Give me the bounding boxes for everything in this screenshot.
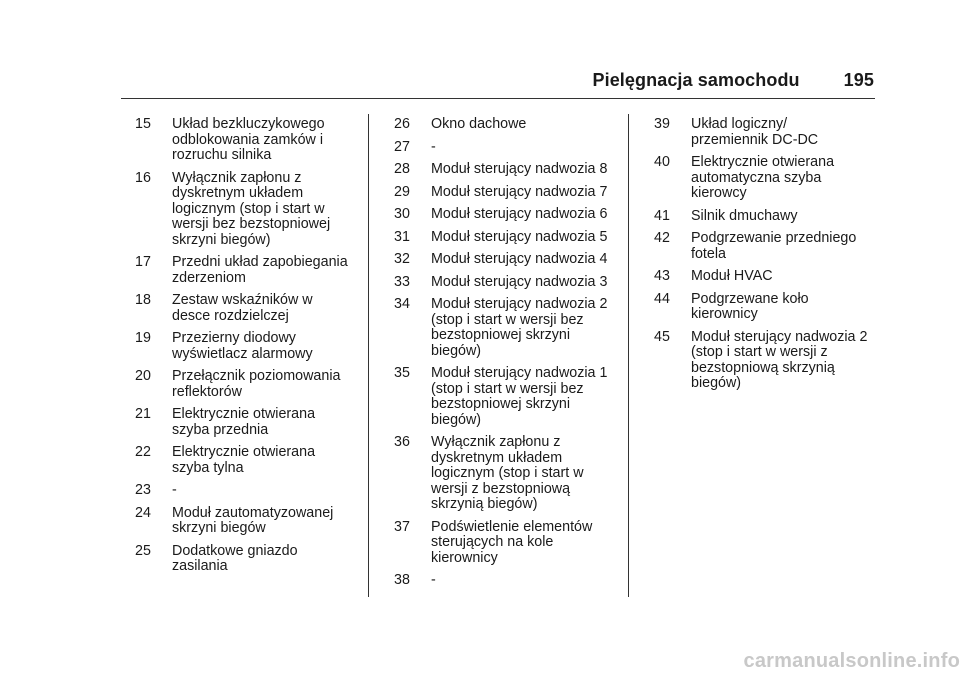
- fuse-number: 32: [394, 251, 410, 267]
- fuse-description: Moduł zautomatyzowanej skrzyni biegów: [172, 504, 334, 536]
- fuse-list-item: [394, 520, 634, 567]
- fuse-number: 24: [135, 504, 151, 521]
- fuse-number: 21: [135, 406, 151, 422]
- fuse-number: 27: [394, 138, 410, 155]
- fuse-number: 23: [135, 482, 151, 498]
- fuse-description: Podświetlenie elementów sterujących na kole kierownicy: [431, 518, 593, 566]
- fuse-description: Moduł sterujący nadwozia 5: [431, 228, 608, 245]
- fuse-number: 41: [654, 207, 670, 224]
- fuse-number: 17: [135, 254, 151, 270]
- fuse-description: Moduł sterujący nadwozia 4: [431, 251, 608, 267]
- fuse-list-item: [135, 331, 375, 362]
- fuse-number: 31: [394, 228, 410, 245]
- fuse-list-item: [135, 255, 375, 286]
- page-title: Pielęgnacja samochodu: [592, 70, 800, 90]
- fuse-number: 25: [135, 542, 151, 559]
- fuse-number: 22: [135, 444, 151, 460]
- fuse-description: Moduł sterujący nadwozia 6: [431, 206, 608, 222]
- fuse-description: -: [431, 572, 436, 588]
- fuse-number: 45: [654, 328, 670, 345]
- fuse-list-item: [654, 269, 876, 285]
- fuse-number: 26: [394, 116, 410, 132]
- fuse-list-item: [394, 140, 634, 156]
- fuse-description: Elektrycznie otwierana szyba tylna: [172, 444, 316, 476]
- fuse-description: Moduł HVAC: [691, 268, 773, 284]
- fuse-number: 16: [135, 169, 151, 186]
- fuse-description: -: [172, 482, 177, 498]
- fuse-number: 28: [394, 161, 410, 177]
- fuse-list-item: [135, 506, 375, 537]
- fuse-description: Wyłącznik zapłonu z dyskretnym układem logicznym (stop i start w wersji z bezstopniową skrzynią biegów): [431, 434, 584, 512]
- fuse-list-item: [654, 231, 876, 262]
- fuse-list-item: [135, 369, 375, 400]
- fuse-description: Moduł sterujący nadwozia 8: [431, 161, 608, 177]
- fuse-description: Dodatkowe gniazdo zasilania: [172, 542, 298, 574]
- fuse-list-item: [135, 293, 375, 324]
- fuse-list-item: [135, 445, 375, 476]
- fuse-list-item: [394, 366, 634, 428]
- fuse-number: 37: [394, 518, 410, 535]
- fuse-number: 39: [654, 116, 670, 132]
- column-1: [135, 117, 375, 582]
- fuse-list-item: [654, 209, 876, 225]
- fuse-list-item: [135, 483, 375, 499]
- fuse-list-item: [135, 117, 375, 164]
- fuse-list-item: [654, 117, 876, 148]
- column-divider-1: [368, 114, 369, 597]
- fuse-description: Przezierny diodowy wyświetlacz alarmowy: [172, 330, 313, 362]
- fuse-list-item: [394, 252, 634, 268]
- fuse-description: Moduł sterujący nadwozia 7: [431, 183, 608, 200]
- fuse-list-item: [654, 330, 876, 392]
- fuse-description: Silnik dmuchawy: [691, 207, 798, 224]
- fuse-number: 44: [654, 290, 670, 307]
- fuse-number: 42: [654, 230, 670, 246]
- fuse-number: 34: [394, 296, 410, 312]
- fuse-description: Przełącznik poziomowania reflektorów: [172, 368, 341, 400]
- fuse-description: -: [431, 138, 436, 155]
- fuse-number: 33: [394, 273, 410, 290]
- fuse-list-item: [394, 207, 634, 223]
- fuse-list-item: [394, 230, 634, 246]
- fuse-description: Moduł sterujący nadwozia 3: [431, 273, 608, 290]
- fuse-list-item: [394, 297, 634, 359]
- fuse-number: 15: [135, 116, 151, 132]
- fuse-list-item: [394, 117, 634, 133]
- fuse-list-item: [135, 407, 375, 438]
- fuse-number: 40: [654, 154, 670, 170]
- fuse-number: 20: [135, 368, 151, 384]
- fuse-number: 43: [654, 268, 670, 284]
- fuse-list-item: [135, 544, 375, 575]
- fuse-description: Elektrycznie otwierana szyba przednia: [172, 406, 316, 438]
- fuse-number: 36: [394, 434, 410, 450]
- fuse-description: Zestaw wskaźników w desce rozdzielczej: [172, 292, 313, 324]
- fuse-description: Przedni układ zapobiegania zderzeniom: [172, 254, 348, 286]
- header-rule: [121, 98, 875, 99]
- fuse-number: 38: [394, 572, 410, 588]
- fuse-description: Wyłącznik zapłonu z dyskretnym układem logicznym (stop i start w wersji bez bezstopniowej skrzyni biegów): [172, 169, 331, 248]
- fuse-list-item: [394, 185, 634, 201]
- fuse-description: Układ logiczny/ przemiennik DC-DC: [691, 116, 819, 148]
- fuse-list-item: [394, 162, 634, 178]
- fuse-description: Okno dachowe: [431, 116, 527, 132]
- fuse-list-item: [654, 155, 876, 202]
- fuse-description: Moduł sterujący nadwozia 2 (stop i start w wersji bez bezstopniowej skrzyni biegów): [431, 296, 608, 359]
- fuse-description: Podgrzewanie przedniego fotela: [691, 230, 857, 262]
- fuse-description: Elektrycznie otwierana automatyczna szyba kierowcy: [691, 154, 835, 201]
- page-header: [0, 70, 874, 91]
- fuse-list-item: [654, 292, 876, 323]
- fuse-number: 19: [135, 330, 151, 346]
- fuse-description: Układ bezkluczykowego odblokowania zamków i rozruchu silnika: [172, 116, 325, 163]
- fuse-list-item: [394, 435, 634, 513]
- fuse-number: 18: [135, 292, 151, 308]
- column-divider-2: [628, 114, 629, 597]
- fuse-description: Moduł sterujący nadwozia 2 (stop i start w wersji z bezstopniową skrzynią biegów): [691, 328, 868, 391]
- column-2: [394, 117, 634, 596]
- fuse-description: Moduł sterujący nadwozia 1 (stop i start w wersji bez bezstopniowej skrzyni biegów): [431, 365, 608, 428]
- watermark: carmanualsonline.info: [743, 650, 960, 672]
- fuse-number: 35: [394, 365, 410, 381]
- fuse-list-item: [394, 573, 634, 589]
- fuse-number: 30: [394, 206, 410, 222]
- fuse-number: 29: [394, 183, 410, 200]
- fuse-description: Podgrzewane koło kierownicy: [691, 290, 809, 322]
- fuse-list-item: [135, 171, 375, 249]
- page-number: 195: [843, 70, 874, 90]
- column-3: [654, 117, 876, 399]
- fuse-list-item: [394, 275, 634, 291]
